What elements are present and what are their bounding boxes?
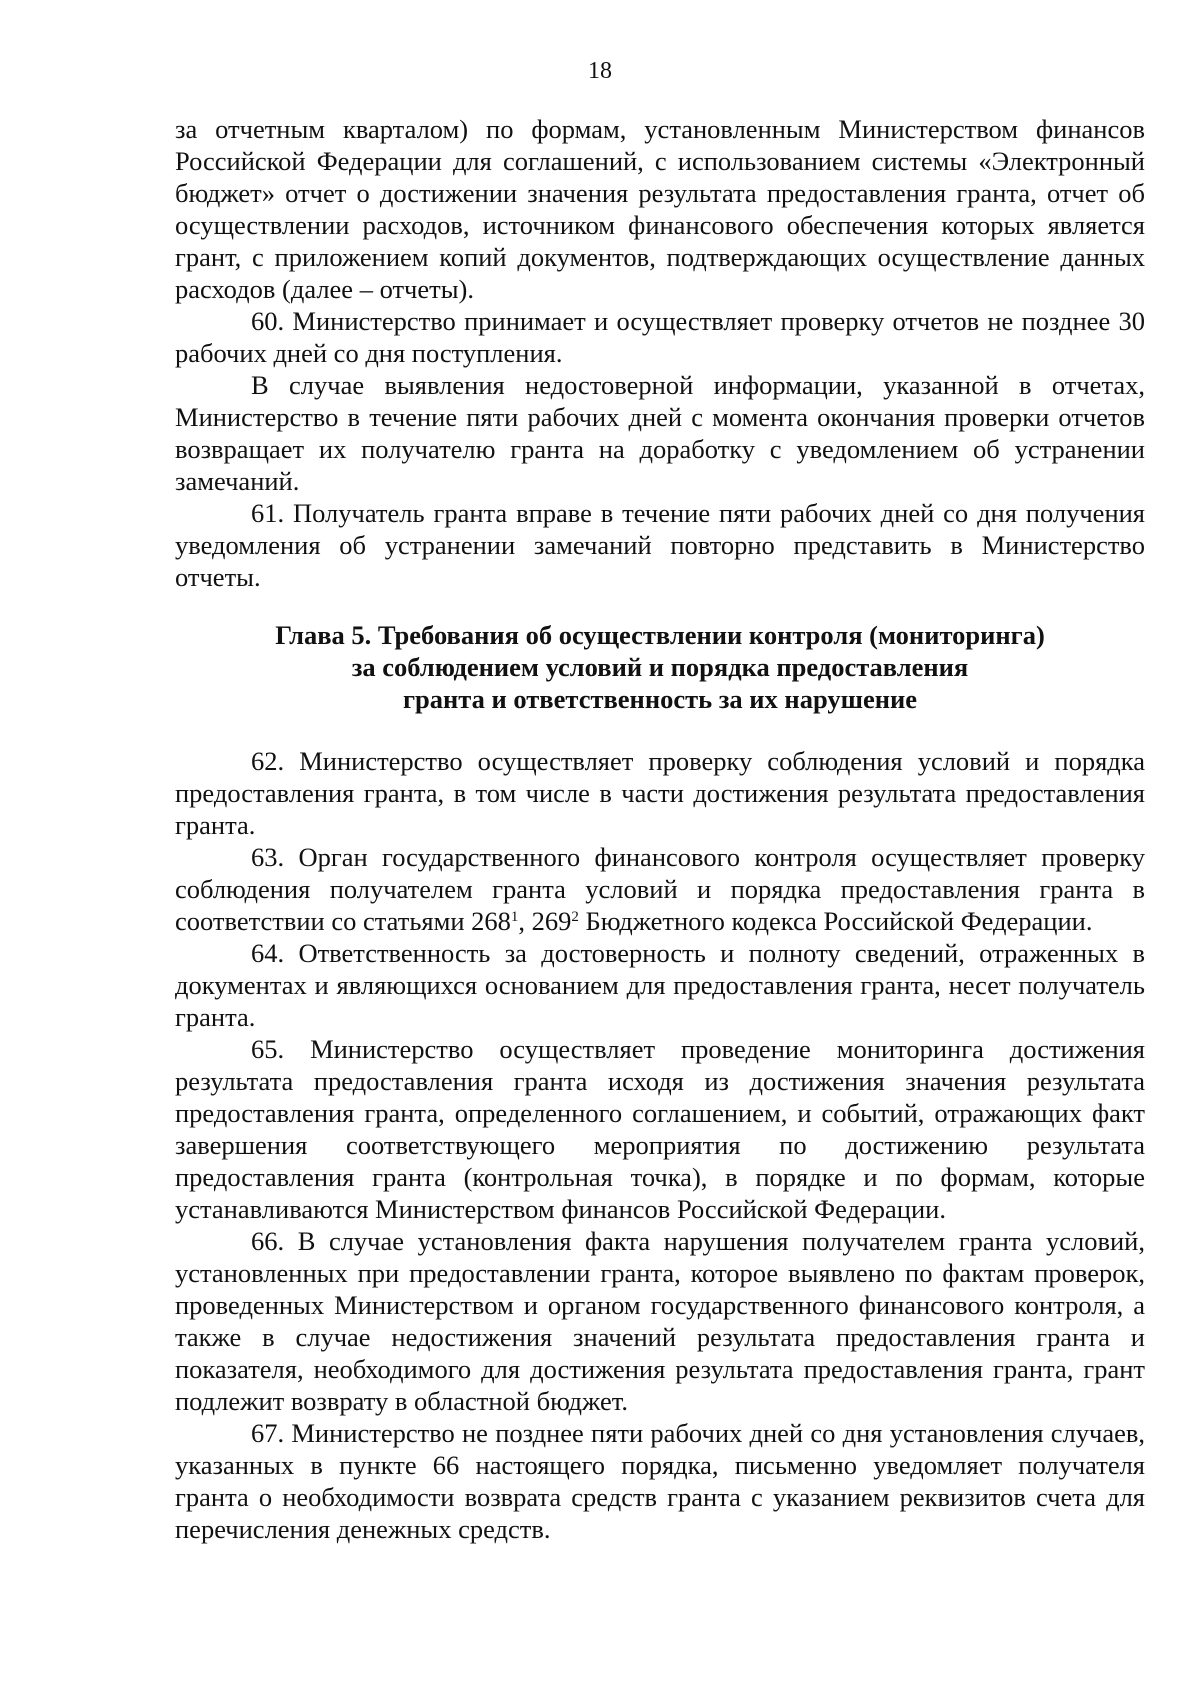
paragraph-67: 67. Министерство не позднее пяти рабочих дней со дня установления случаев, указанных в пункте 66 настоящего порядка, письменно уведомляет получателя гранта о необходимости возврата средств гранта с указанием реквизитов счета для перечисления денежных средств. xyxy=(175,1418,1145,1544)
paragraph-62: 62. Министерство осуществляет проверку соблюдения условий и порядка предоставления гранта, в том числе в части достижения результата предоставления гранта. xyxy=(175,746,1145,840)
paragraph-66: 66. В случае установления факта нарушения получателем гранта условий, установленных при предоставлении гранта, которое выявлено по фактам проверок, проведенных Министерством и органом государственного финансового контроля, а также в случае недостижения значений результата предоставления гранта и показателя, необходимого для достижения результата предоставления гранта, грант подлежит возврату в областной бюджет. xyxy=(175,1226,1145,1416)
paragraph-continuation: за отчетным кварталом) по формам, установленным Министерством финансов Российской Федерации для соглашений, с использованием системы «Электронный бюджет» отчет о достижении значения результата предоставления гранта, отчет об осуществлении расходов, источником финансового обеспечения которых является грант, с приложением копий документов, подтверждающих осуществление данных расходов (далее – отчеты). xyxy=(175,114,1145,304)
paragraph-64: 64. Ответственность за достоверность и полноту сведений, отраженных в документах и являющихся основанием для предоставления гранта, несет получатель гранта. xyxy=(175,938,1145,1032)
chapter-heading-line-2: за соблюдением условий и порядка предоставления xyxy=(351,652,969,682)
chapter-heading-line-3: гранта и ответственность за их нарушение xyxy=(402,684,918,714)
paragraph-61: 61. Получатель гранта вправе в течение пяти рабочих дней со дня получения уведомления об устранении замечаний повторно представить в Министерство отчеты. xyxy=(175,498,1145,592)
paragraph-60-second: В случае выявления недостоверной информации, указанной в отчетах, Министерство в течение пяти рабочих дней с момента окончания проверки отчетов возвращает их получателю гранта на доработку с уведомлением об устранении замечаний. xyxy=(175,370,1145,496)
chapter-heading xyxy=(175,619,1145,715)
paragraph-63 xyxy=(175,841,1145,937)
paragraph-65: 65. Министерство осуществляет проведение мониторинга достижения результата предоставления гранта исходя из достижения значения результата предоставления гранта, определенного соглашением, и событий, отражающих факт завершения соответствующего мероприятия по достижению результата предоставления гранта (контрольная точка), в порядке и по формам, которые устанавливаются Министерством финансов Российской Федерации. xyxy=(175,1034,1145,1224)
page-number: 18 xyxy=(588,58,612,84)
paragraph-60: 60. Министерство принимает и осуществляет проверку отчетов не позднее 30 рабочих дней со дня поступления. xyxy=(175,306,1145,368)
document-body xyxy=(175,113,1145,1545)
superscript-1: 1 xyxy=(510,909,519,925)
paragraph-63-text-b: , 269 xyxy=(518,906,572,936)
chapter-heading-line-1: Глава 5. Требования об осуществлении контроля (мониторинга) xyxy=(275,620,1045,650)
paragraph-63-text-a: 63. Орган государственного финансового контроля осуществляет проверку соблюдения получателем гранта условий и порядка предоставления гранта в соответствии со статьями 268 xyxy=(175,842,1145,936)
paragraph-63-text-c: Бюджетного кодекса Российской Федерации. xyxy=(578,906,1093,936)
superscript-2: 2 xyxy=(571,909,579,925)
